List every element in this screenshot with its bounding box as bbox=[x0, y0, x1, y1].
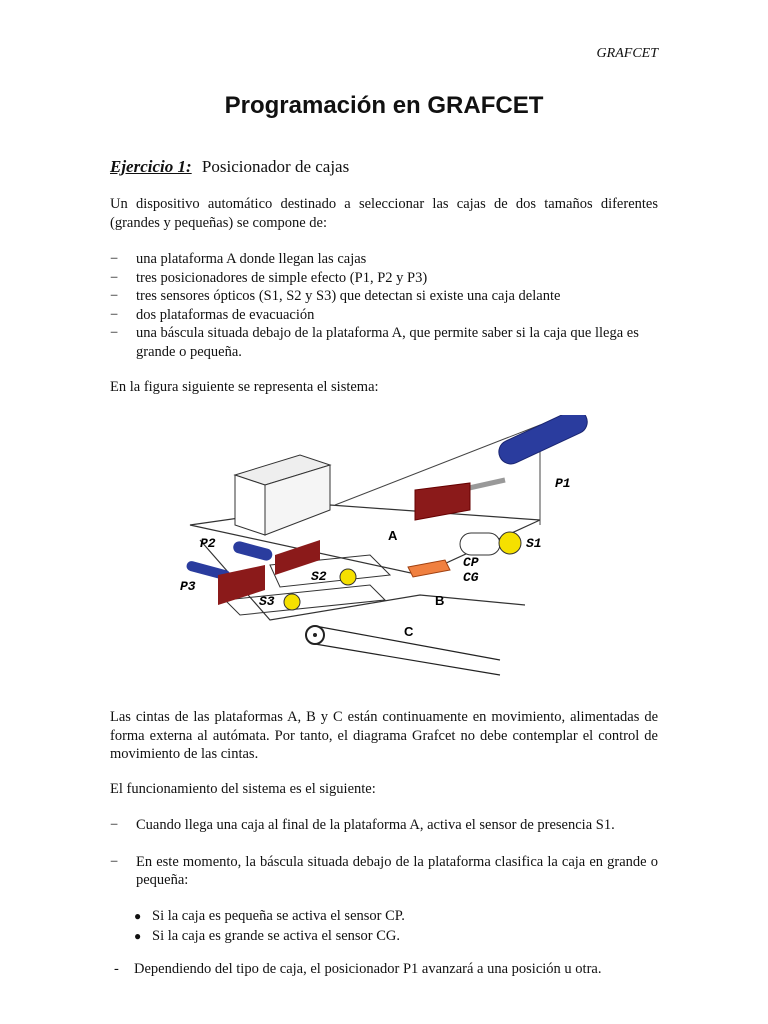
label-a: A bbox=[388, 528, 398, 543]
exercise-heading bbox=[110, 157, 349, 177]
label-s1: S1 bbox=[526, 536, 542, 551]
conveyor-c bbox=[306, 626, 500, 675]
bullet-marker: ● bbox=[134, 909, 142, 923]
list-item: − tres posicionadores de simple efecto (P1, P2 y P3) bbox=[110, 269, 428, 286]
list-item: − una plataforma A donde llegan las cajas bbox=[110, 251, 367, 267]
s3-sensor-icon bbox=[284, 594, 300, 610]
list-item: − Cuando llega una caja al final de la plataforma A, activa el sensor de presencia S1. bbox=[110, 817, 615, 833]
dash-marker: − bbox=[110, 251, 119, 267]
list-item: ● Si la caja es grande se activa el sensor CG. bbox=[134, 928, 401, 944]
operation-intro: El funcionamiento del sistema es el siguiente: bbox=[110, 781, 376, 797]
exercise-label: Ejercicio 1: bbox=[110, 157, 192, 176]
label-cg: CG bbox=[463, 570, 479, 585]
system-figure bbox=[170, 415, 590, 685]
label-cp: CP bbox=[463, 555, 479, 570]
running-header: GRAFCET bbox=[596, 46, 658, 61]
list-item: ● Si la caja es pequeña se activa el sensor CP. bbox=[134, 908, 405, 924]
exercise-name: Posicionador de cajas bbox=[201, 157, 350, 176]
components-list bbox=[110, 250, 658, 361]
figure-intro: En la figura siguiente se representa el sistema: bbox=[110, 379, 379, 395]
last-step bbox=[110, 960, 658, 979]
label-s3: S3 bbox=[259, 594, 275, 609]
label-p2: P2 bbox=[200, 536, 216, 551]
p1-cylinder-icon bbox=[415, 415, 590, 520]
dash-marker: − bbox=[110, 853, 119, 870]
dash-marker: − bbox=[110, 306, 119, 323]
box-icon bbox=[235, 455, 330, 535]
list-item: − tres sensores ópticos (S1, S2 y S3) que detectan si existe una caja delante bbox=[110, 288, 561, 304]
dash-marker: − bbox=[110, 288, 119, 304]
bullet-marker: ● bbox=[134, 929, 142, 943]
belts-paragraph: Las cintas de las plataformas A, B y C están continuamente en movimiento, alimentadas de forma externa al autómata. Por tanto, el diagrama Grafcet no debe contemplar el control de movimiento de las cintas. bbox=[110, 709, 658, 762]
dash-marker: − bbox=[110, 325, 119, 341]
label-s2: S2 bbox=[311, 569, 327, 584]
last-step-text: Dependiendo del tipo de caja, el posicionador P1 avanzará a una posición u otra. bbox=[134, 961, 602, 977]
list-item: − En este momento, la báscula situada debajo de la plataforma clasifica la caja en grande o pequeña: bbox=[110, 853, 658, 888]
list-item: − una báscula situada debajo de la plataforma A, que permite saber si la caja que llega es grande o pequeña. bbox=[110, 325, 639, 360]
dash-marker: − bbox=[110, 817, 119, 833]
p3-cylinder-icon bbox=[185, 560, 265, 605]
page-title: Programación en GRAFCET bbox=[224, 92, 544, 119]
s1-sensor-icon bbox=[460, 532, 521, 555]
dash-marker: − bbox=[110, 269, 119, 286]
label-p1: P1 bbox=[555, 476, 571, 491]
intro-paragraph: Un dispositivo automático destinado a seleccionar las cajas de dos tamaños diferentes (grandes y pequeñas) se compone de: bbox=[110, 196, 658, 231]
scale-icon bbox=[408, 560, 450, 577]
s2-sensor-icon bbox=[340, 569, 356, 585]
list-item: − dos plataformas de evacuación bbox=[110, 306, 315, 323]
label-b: B bbox=[435, 593, 445, 608]
steps-list bbox=[110, 816, 658, 890]
size-bullets bbox=[134, 906, 654, 946]
label-c: C bbox=[404, 624, 414, 639]
hyphen-marker: - bbox=[114, 961, 119, 977]
label-p3: P3 bbox=[180, 579, 196, 594]
